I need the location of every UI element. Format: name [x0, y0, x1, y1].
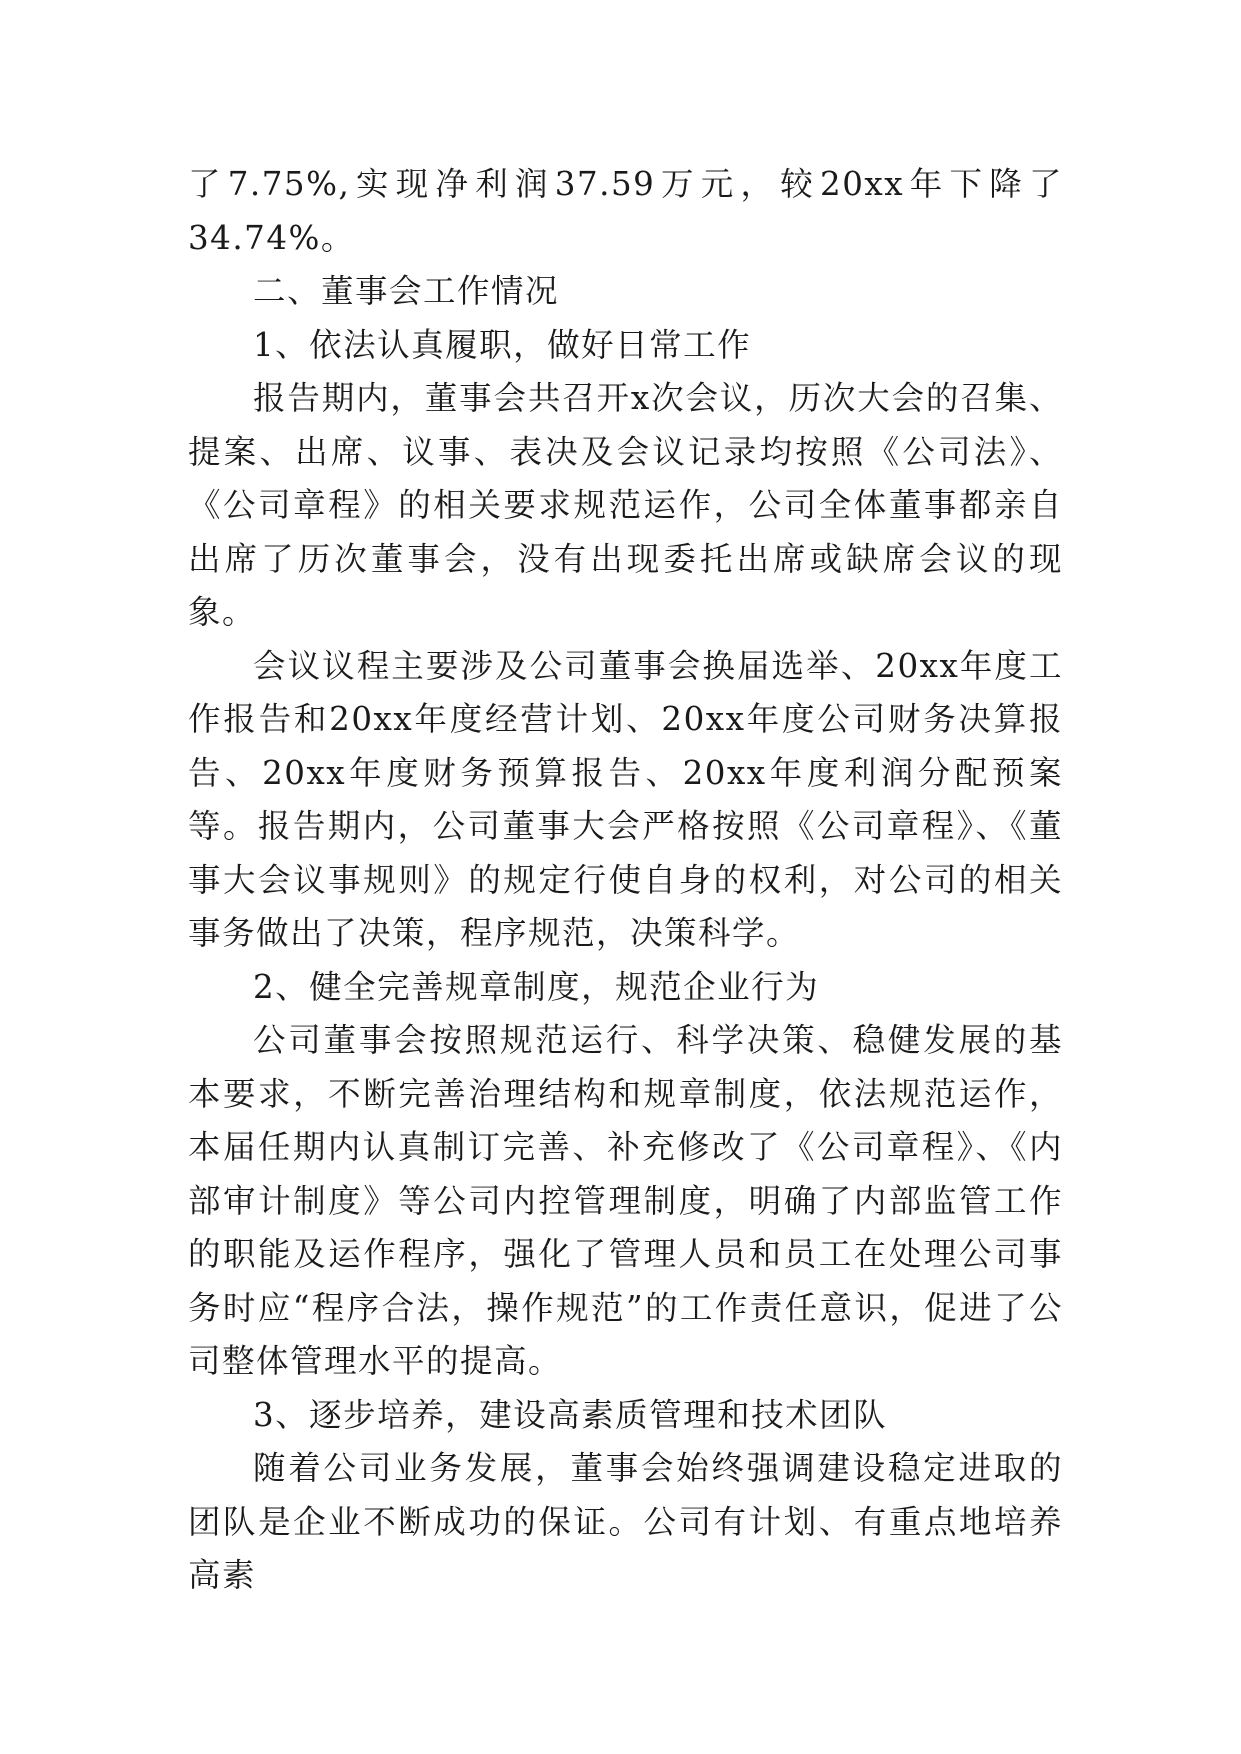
- subheading-rules-system: 2、健全完善规章制度，规范企业行为: [253, 967, 820, 1006]
- paragraph-meeting-agenda: 会议议程主要涉及公司董事会换届选举、20xx年度工作报告和20xx年度经营计划、20xx年度公司财务决算报告、20xx年度财务预算报告、20xx年度利润分配预案等。报告期内，公司董事大会严格按照《公司章程》、《董事大会议事规则》的规定行使自身的权利，对公司的相关事务做出了决策，程序规范，决策科学。: [188, 646, 1063, 952]
- section-heading-board-work: 二、董事会工作情况: [253, 272, 560, 310]
- document-body: [188, 158, 1063, 1603]
- paragraph-profit-summary: 了7.75%,实现净利润37.59万元，较20xx年下降了34.74%。: [188, 165, 1063, 257]
- subheading-duty-performance: 1、依法认真履职，做好日常工作: [253, 325, 752, 364]
- paragraph-meetings-held: 报告期内，董事会共召开x次会议，历次大会的召集、提案、出席、议事、表决及会议记录均按照《公司法》、《公司章程》的相关要求规范运作，公司全体董事都亲自出席了历次董事会，没有出现委托出席或缺席会议的现象。: [188, 379, 1063, 631]
- paragraph-team-development: 随着公司业务发展，董事会始终强调建设稳定进取的团队是企业不断成功的保证。公司有计划、有重点地培养高素: [188, 1449, 1063, 1594]
- subheading-team-building: 3、逐步培养，建设高素质管理和技术团队: [253, 1395, 888, 1434]
- paragraph-governance-improvement: 公司董事会按照规范运行、科学决策、稳健发展的基本要求，不断完善治理结构和规章制度，依法规范运作，本届任期内认真制订完善、补充修改了《公司章程》、《内部审计制度》等公司内控管理制度，明确了内部监管工作的职能及运作程序，强化了管理人员和员工在处理公司事务时应“程序合法，操作规范”的工作责任意识，促进了公司整体管理水平的提高。: [188, 1021, 1063, 1380]
